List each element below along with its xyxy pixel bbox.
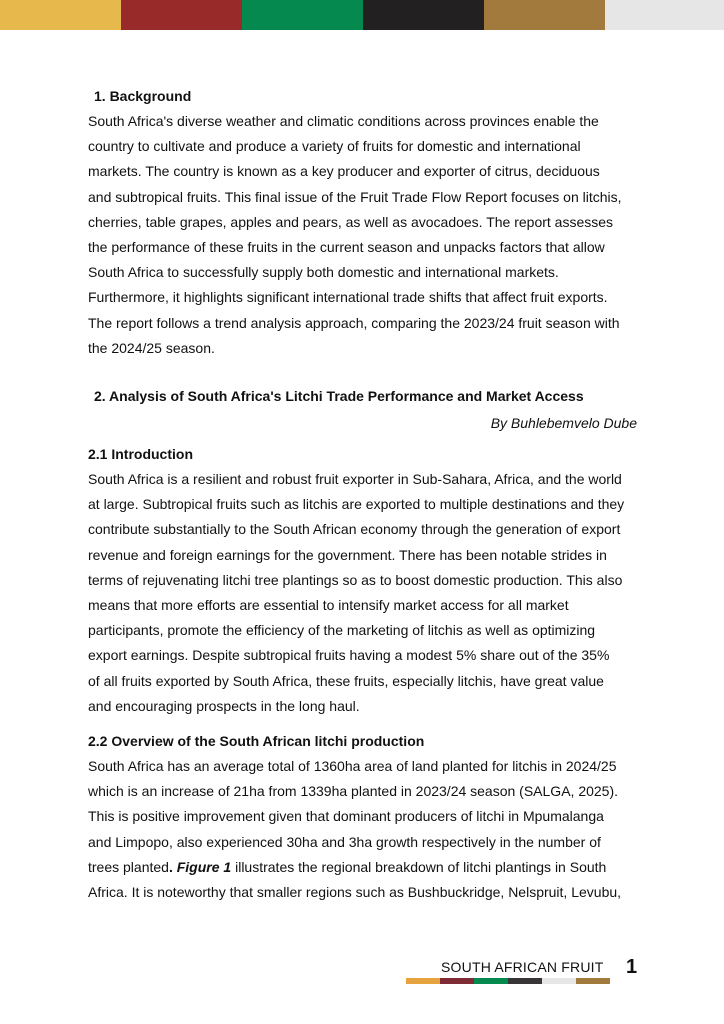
text-line-last: and encouraging prospects in the long haul. xyxy=(88,697,360,714)
text-line-with-figure-ref xyxy=(88,855,637,880)
text-line: which is an increase of 21ha from 1339ha planted in 2023/24 season (SALGA, 2025). xyxy=(88,783,619,800)
text-line-last: the 2024/25 season. xyxy=(88,339,215,356)
text-line: Furthermore, it highlights significant international trade shifts that affect fruit exports. xyxy=(88,289,608,306)
footer-bar-segment xyxy=(440,978,474,984)
document-body xyxy=(88,84,637,905)
section-heading-background: 1. Background xyxy=(94,88,192,104)
text-line: participants, promote the efficiency of the marketing of litchis as well as optimizing xyxy=(88,622,596,639)
footer-bar-segment xyxy=(542,978,576,984)
footer-bar-segment xyxy=(576,978,610,984)
header-bar-segment xyxy=(363,0,484,30)
text-line: South Africa is a resilient and robust fruit exporter in Sub-Sahara, Africa, and the world xyxy=(88,471,622,488)
text-line: The report follows a trend analysis approach, comparing the 2023/24 fruit season with xyxy=(88,314,620,331)
text-line: country to cultivate and produce a variety of fruits for domestic and international xyxy=(88,138,581,155)
text-line: South Africa has an average total of 1360ha area of land planted for litchis in 2024/25 xyxy=(88,758,617,775)
figure-reference-link[interactable]: Figure 1 xyxy=(176,858,232,875)
header-bar-segment xyxy=(242,0,363,30)
text-line: cherries, table grapes, apples and pears, as well as avocadoes. The report assesses xyxy=(88,213,614,230)
text-line: markets. The country is known as a key producer and exporter of citrus, deciduous xyxy=(88,163,600,180)
footer-bar-segment xyxy=(406,978,440,984)
text-line: and Limpopo, also experienced 30ha and 3ha growth respectively in the number of xyxy=(88,833,601,850)
text-span: trees planted xyxy=(88,858,169,875)
text-line: of all fruits exported by South Africa, these fruits, especially litchis, have great value xyxy=(88,672,604,689)
text-line: South Africa's diverse weather and climatic conditions across provinces enable the xyxy=(88,113,599,129)
subsection-heading-introduction: 2.1 Introduction xyxy=(88,446,193,463)
text-line: at large. Subtropical fruits such as litchis are exported to multiple destinations and they xyxy=(88,496,625,513)
text-line: export earnings. Despite subtropical fruits having a modest 5% share out of the 35% xyxy=(88,647,610,664)
footer-color-bar xyxy=(406,978,610,984)
text-line: terms of rejuvenating litchi tree plantings so as to boost domestic production. This also xyxy=(88,571,623,588)
footer-publication-label: SOUTH AFRICAN FRUIT xyxy=(441,959,604,975)
bold-period: . xyxy=(168,858,173,875)
text-line: revenue and foreign earnings for the government. There has been notable strides in xyxy=(88,546,607,563)
header-bar-segment xyxy=(121,0,242,30)
header-bar-segment xyxy=(484,0,605,30)
text-line: Africa. It is noteworthy that smaller regions such as Bushbuckridge, Nelspruit, Levubu, xyxy=(88,884,622,901)
author-byline: By Buhlebemvelo Dube xyxy=(490,415,637,432)
header-bar-segment xyxy=(0,0,121,30)
header-bar-segment xyxy=(605,0,724,30)
background-paragraph xyxy=(88,109,637,361)
introduction-paragraph xyxy=(88,467,637,719)
text-line: the performance of these fruits in the current season and unpacks factors that allow xyxy=(88,239,605,256)
text-line: and subtropical fruits. This final issue of the Fruit Trade Flow Report focuses on litchis, xyxy=(88,188,622,205)
section-heading-litchi-analysis: 2. Analysis of South Africa's Litchi Trade Performance and Market Access xyxy=(94,388,584,405)
text-span: illustrates the regional breakdown of litchi plantings in South xyxy=(231,858,607,875)
text-line: This is positive improvement given that dominant producers of litchi in Mpumalanga xyxy=(88,808,604,825)
header-color-bar xyxy=(0,0,724,30)
production-paragraph xyxy=(88,754,637,905)
subsection-heading-production-overview: 2.2 Overview of the South African litchi production xyxy=(88,733,425,750)
text-line: contribute substantially to the South African economy through the generation of export xyxy=(88,521,621,538)
footer-bar-segment xyxy=(474,978,508,984)
page-number: 1 xyxy=(626,956,638,978)
text-line: South Africa to successfully supply both domestic and international markets. xyxy=(88,264,559,281)
footer-bar-segment xyxy=(508,978,542,984)
text-line: means that more efforts are essential to intensify market access for all market xyxy=(88,597,569,614)
